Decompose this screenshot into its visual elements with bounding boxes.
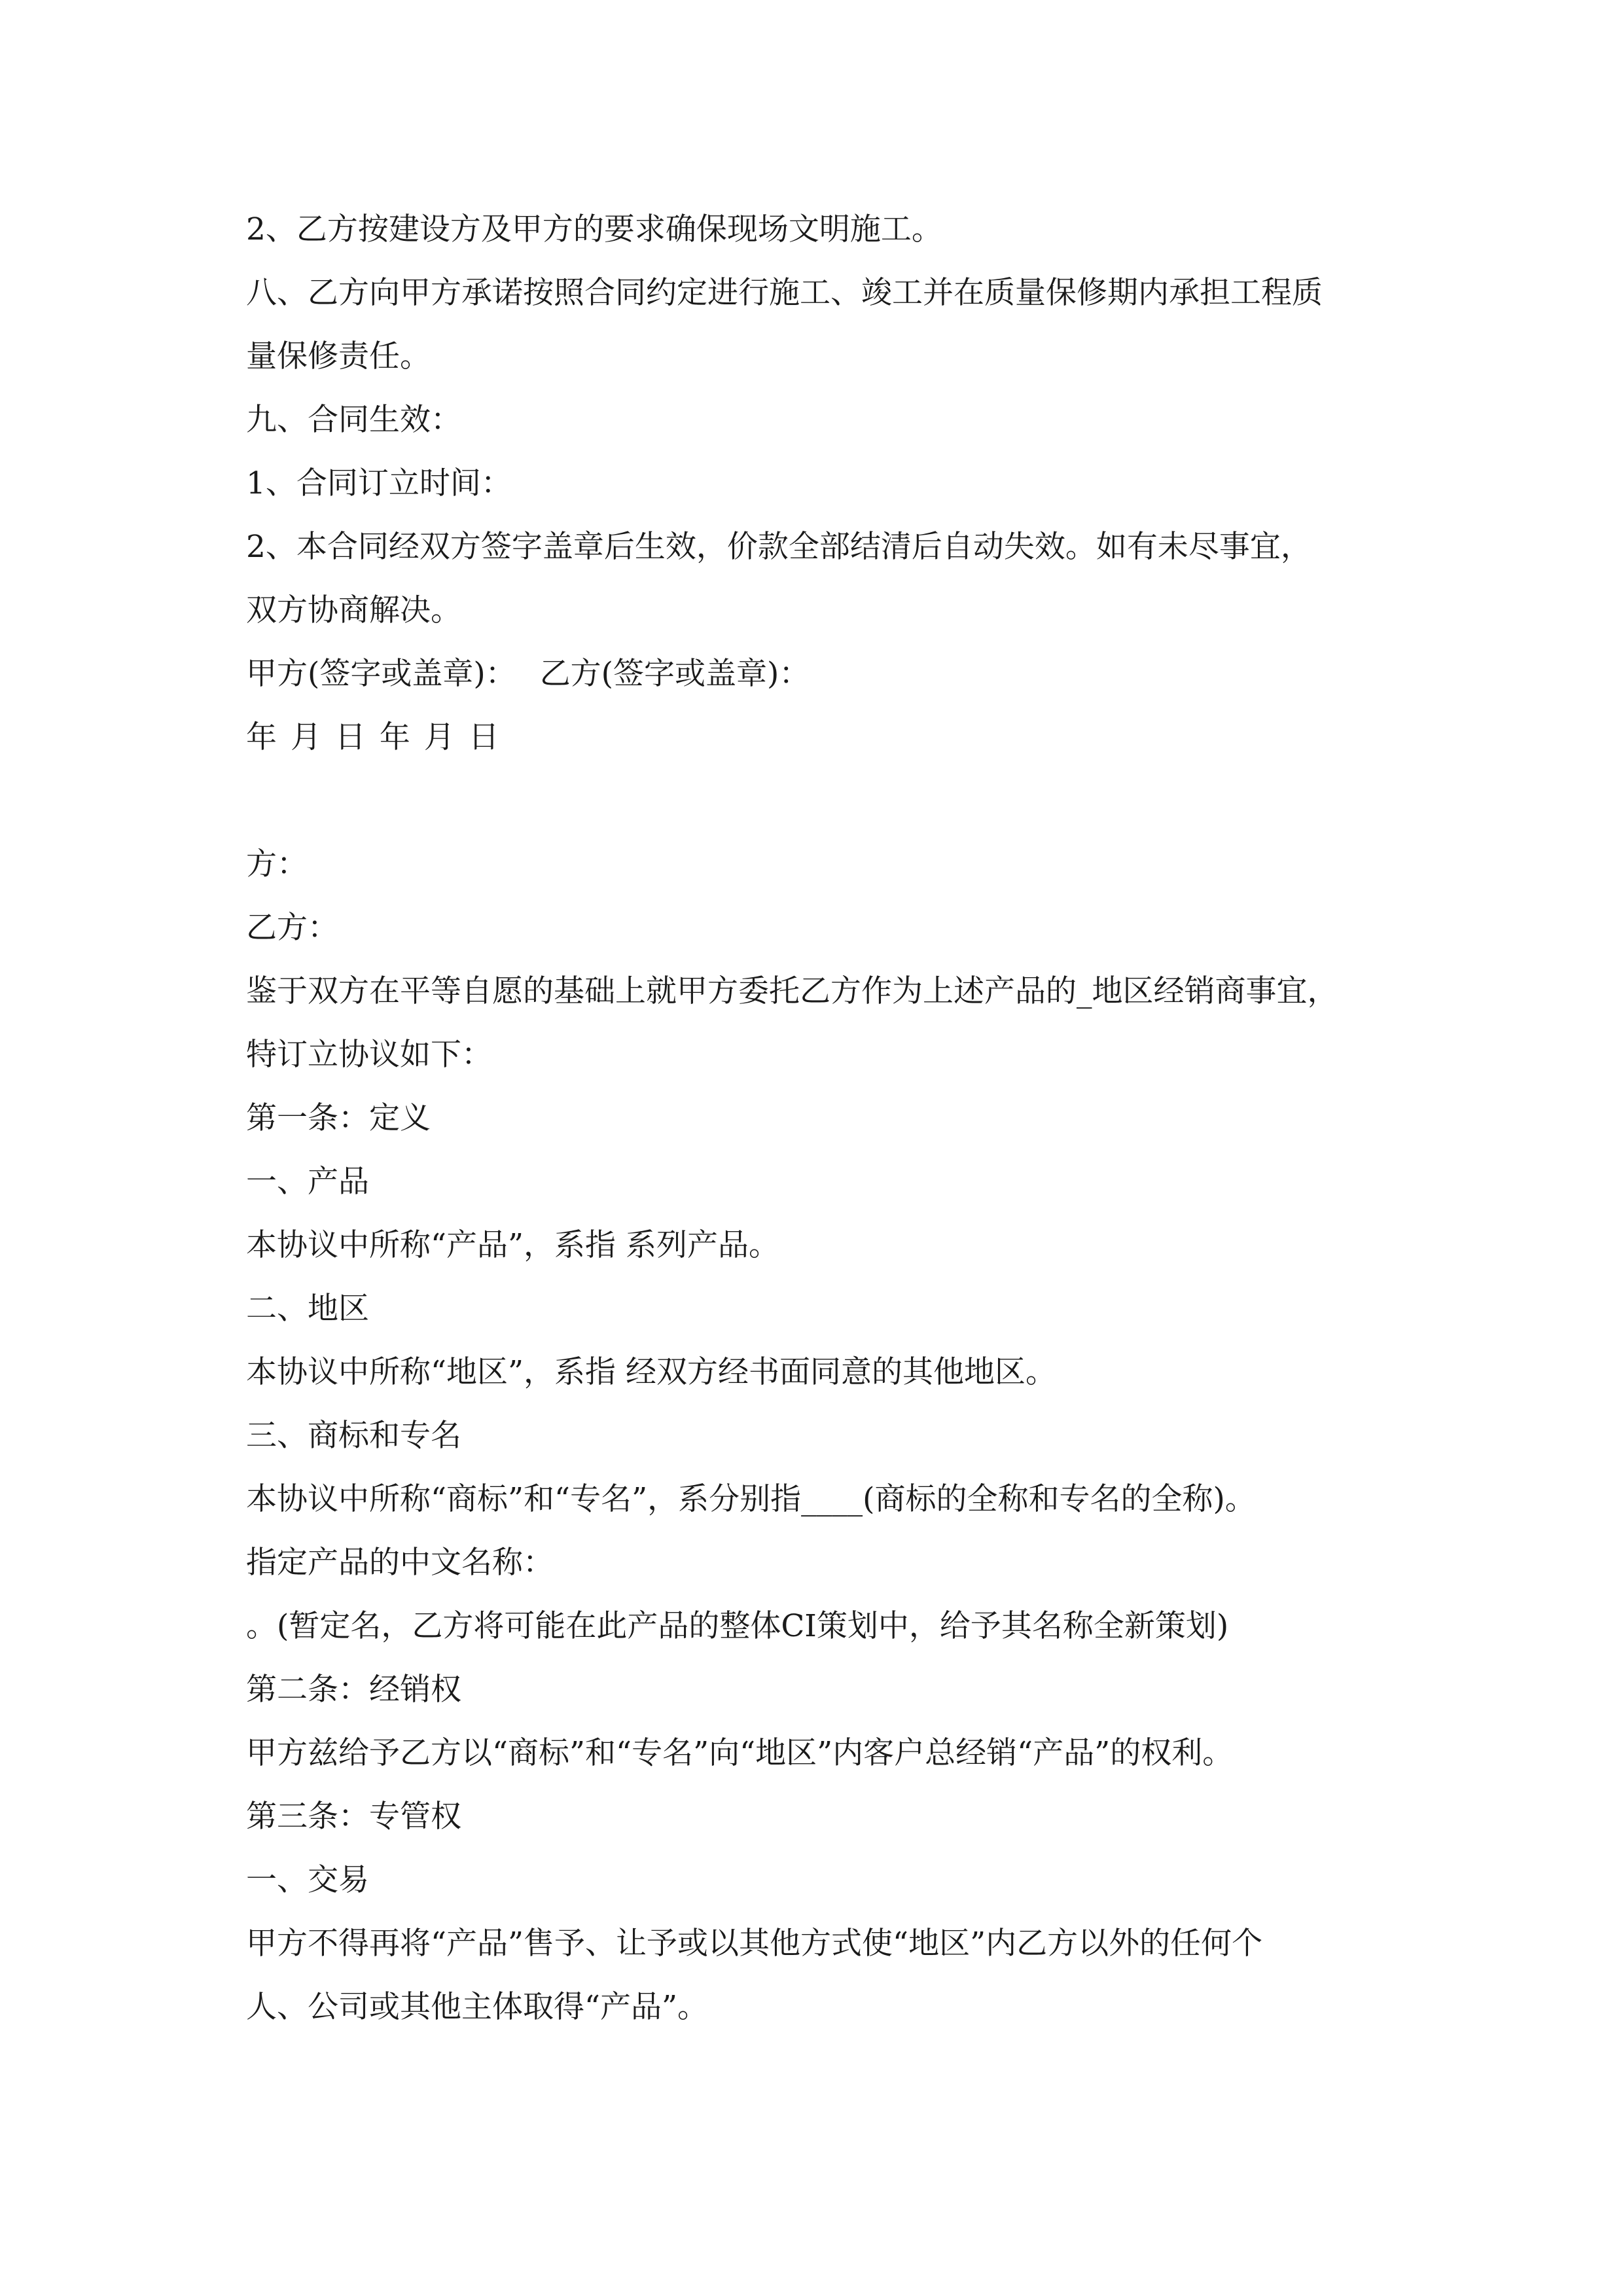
paragraph-line: 。(暂定名，乙方将可能在此产品的整体CI策划中，给予其名称全新策划) [246,1608,1229,1644]
paragraph-line: 乙方： [246,910,338,946]
party-a-signature-label: 甲方(签字或盖章)： [246,656,516,692]
article-heading: 第三条：专管权 [246,1799,461,1835]
paragraph-line: 量保修责任。 [246,338,431,374]
paragraph-line: 2、乙方按建设方及甲方的要求确保现场文明施工。 [246,211,942,247]
paragraph-line: 双方协商解决。 [246,592,461,628]
clause-heading: 一、交易 [246,1862,369,1898]
clause-heading: 一、产品 [246,1164,369,1200]
clause-heading: 三、商标和专名 [246,1418,461,1454]
date-line: 年 月 日 年 月 日 [246,719,499,755]
paragraph-line: 甲方兹给予乙方以“商标”和“专名”向“地区”内客户总经销“产品”的权利。 [246,1735,1234,1771]
paragraph-line: 指定产品的中文名称： [246,1545,554,1581]
paragraph-line: 本协议中所称“商标”和“专名”，系分别指____(商标的全称和专名的全称)。 [246,1481,1256,1517]
paragraph-line: 本协议中所称“产品”，系指 系列产品。 [246,1227,779,1263]
blank-gap [246,769,1398,833]
paragraph-line: 鉴于双方在平等自愿的基础上就甲方委托乙方作为上述产品的_地区经销商事宜， [246,973,1338,1009]
clause-heading: 二、地区 [246,1291,369,1327]
document-body [246,198,1398,2039]
article-heading: 第一条：定义 [246,1100,431,1136]
paragraph-line: 八、乙方向甲方承诺按照合同约定进行施工、竣工并在质量保修期内承担工程质 [246,275,1323,311]
section-heading: 九、合同生效： [246,402,461,438]
article-heading: 第二条：经销权 [246,1672,461,1708]
party-b-signature-label: 乙方(签字或盖章)： [539,656,810,692]
paragraph-line: 特订立协议如下： [246,1037,492,1073]
paragraph-line: 2、本合同经双方签字盖章后生效，价款全部结清后自动失效。如有未尽事宜， [246,529,1311,565]
paragraph-line: 方： [246,846,308,882]
paragraph-line: 1、合同订立时间： [246,465,512,501]
paragraph-line: 人、公司或其他主体取得“产品”。 [246,1989,709,2025]
paragraph-line: 本协议中所称“地区”，系指 经双方经书面同意的其他地区。 [246,1354,1056,1390]
paragraph-line: 甲方不得再将“产品”售予、让予或以其他方式使“地区”内乙方以外的任何个 [246,1926,1263,1962]
signature-line [246,642,1398,706]
